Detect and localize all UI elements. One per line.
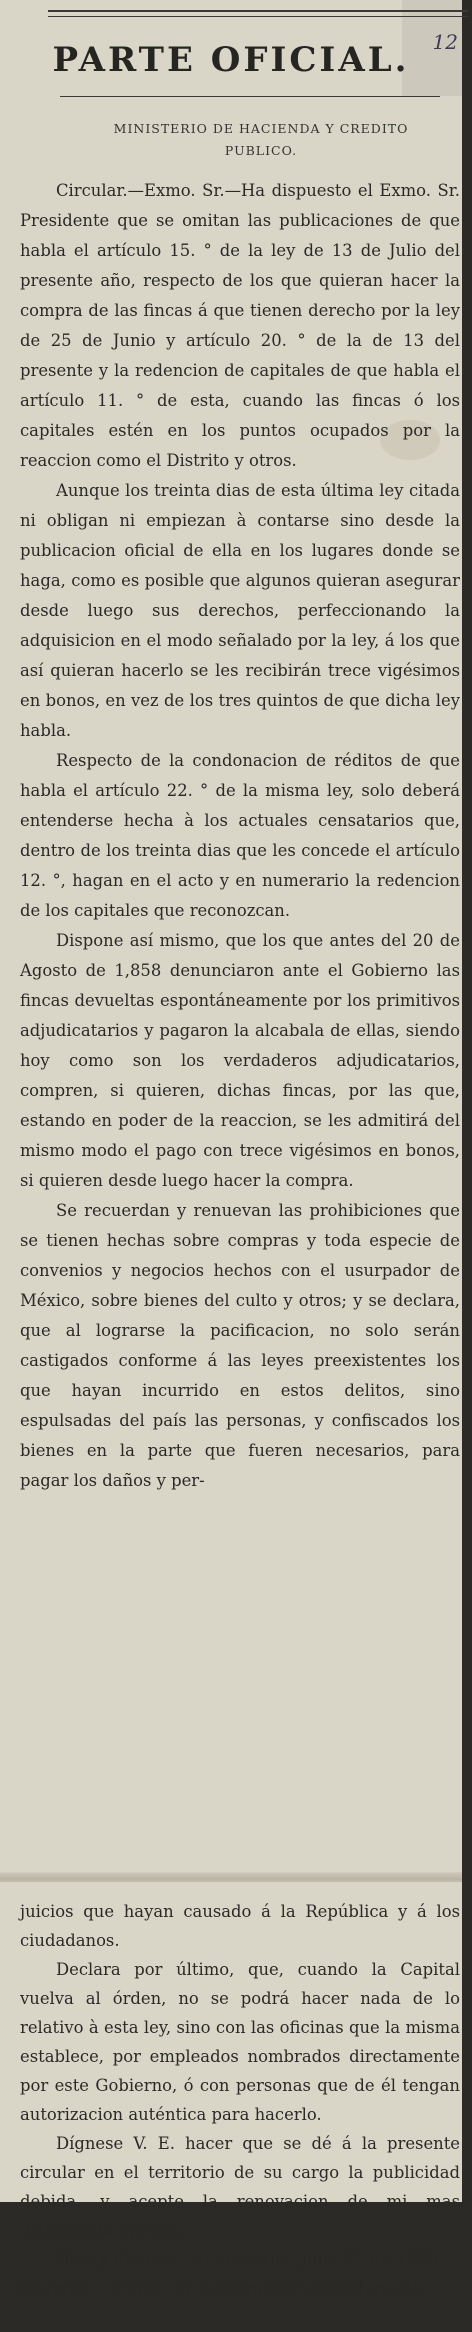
page-number: 12: [432, 30, 458, 54]
paragraph: Aunque los treinta dias de esta última ley citada ni obligan ni empiezan à contarse sino desde la publicacion oficial de ella en los lugares donde se haga, como es posible que algunos quieran asegurar desde luego sus derechos, perfeccionando la adquisicion en el modo señalado por la ley, á los que así quieran hacerlo se les recibirán trece vigésimos en bonos, en vez de los tres quintos de que dicha ley habla.: [20, 481, 460, 740]
ministry-title: MINISTERIO DE HACIENDA Y CREDITO PUBLICO.: [113, 121, 409, 158]
top-rule: [48, 10, 468, 12]
paragraph: Dios y libertad. H. Veracruz, Julio 27 de 1859.— Ocampo.— Exmo. Sr. Gobernador del Estado de. . . . . .: [20, 2250, 460, 2327]
article-continuation: [20, 1897, 460, 2332]
paragraph: Dispone así mismo, que los que antes del 20 de Agosto de 1,858 denunciaron ante el Gobierno las fincas devueltas espontáneamente por los primitivos adjudicatarios y pagaron la alcabala de ellas, siendo hoy como son los verdaderos adjudicatarios, compren, si quieren, dichas fincas, por las que, estando en poder de la reaccion, se les admitirá del mismo modo el pago con trece vigésimos en bonos, si quieren desde luego hacer la compra.: [20, 931, 460, 1190]
paragraph: juicios que hayan causado á la República y á los ciudadanos.: [20, 1902, 460, 1950]
section-heading: PARTE OFICIAL.: [52, 40, 410, 80]
paragraph: Se recuerdan y renuevan las prohibiciones que se tienen hechas sobre compras y toda especie de convenios y negocios hechos con el usurpador de México, sobre bienes del culto y otros; y se declara, que al lograrse la pacificacion, no solo serán castigados conforme á las leyes preexistentes los que hayan incurrido en estos delitos, sino espulsadas del país las personas, y confiscados los bienes en la parte que fueren necesarios, para pagar los daños y per-: [20, 1201, 460, 1490]
article-body: [20, 176, 460, 1496]
paragraph: Declara por último, que, cuando la Capital vuelva al órden, no se podrá hacer nada de lo relativo à esta ley, sino con las oficinas que la misma establece, por empleados nombrados directamente por este Gobierno, ó con personas que de él tengan autorizacion auténtica para hacerlo.: [20, 1960, 460, 2124]
heading-rule: [60, 96, 440, 97]
paragraph: Respecto de la condonacion de réditos de que habla el artículo 22. ° de la misma ley, solo deberá entenderse hecha à los actuales censatarios que, dentro de los treinta dias que les concede el artículo 12. °, hagan en el acto y en numerario la redencion de los capitales que reconozcan.: [20, 751, 460, 920]
paragraph: Dígnese V. E. hacer que se dé á la presente circular en el territorio de su cargo la publicidad debida, y acepte la renovacion de mi mas distinguido aprecio.: [20, 2134, 460, 2240]
paragraph: Circular.—Exmo. Sr.—Ha dispuesto el Exmo. Sr. Presidente que se omitan las publicaciones de que habla el artículo 15. ° de la ley de 13 de Julio del presente año, respecto de los que quieran hacer la compra de las fincas á que tienen derecho por la ley de 25 de Junio y artículo 20. ° de la de 13 del presente y la redencion de capitales de que habla el artículo 11. ° de esta, cuando las fincas ó los capitales estén en los puntos ocupados por la reaccion como el Distrito y otros.: [20, 181, 460, 470]
top-rule-thin: [48, 16, 468, 17]
